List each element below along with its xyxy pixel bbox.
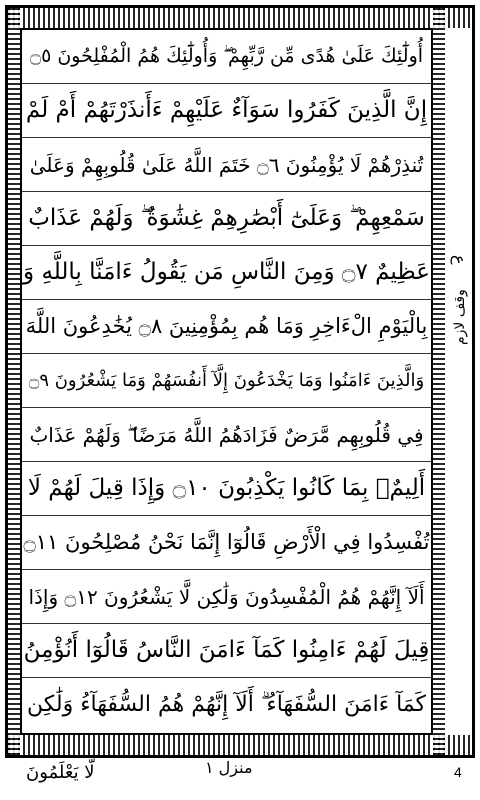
verse-line: تُفْسِدُوا فِي الْأَرْضِ قَالُوٓا إِنَّمَا نَحْنُ مُصْلِحُونَ ۝١١ <box>22 516 431 570</box>
ornamental-border-bottom <box>8 735 472 755</box>
page-number: 4 <box>454 764 462 780</box>
verse-line: قِيلَ لَهُمْ ءَامِنُوا كَمَآ ءَامَنَ النَّاسُ قَالُوٓا أَنُؤْمِنُ <box>22 624 431 678</box>
ornamental-border-top <box>8 8 472 28</box>
verse-line: عَظِيمٌ ۝٧ وَمِنَ النَّاسِ مَن يَقُولُ ءَامَنَّا بِاللَّهِ وَ <box>22 246 431 300</box>
verse-line: وَالَّذِينَ ءَامَنُوا وَمَا يَخْدَعُونَ إِلَّآ أَنفُسَهُمْ وَمَا يَشْعُرُونَ ۝٩ <box>22 354 431 408</box>
ornamental-border-left <box>8 8 20 755</box>
verse-line: فِي قُلُوبِهِم مَّرَضٌ فَزَادَهُمُ اللَّهُ مَرَضًا ۖ وَلَهُمْ عَذَابٌ <box>22 408 431 462</box>
verse-line: تُنذِرْهُمْ لَا يُؤْمِنُونَ ۝٦ خَتَمَ اللَّهُ عَلَىٰ قُلُوبِهِمْ وَعَلَىٰ <box>22 138 431 192</box>
verse-line: أُولَٰٓئِكَ عَلَىٰ هُدًى مِّن رَّبِّهِمْ ۖ وَأُولَٰٓئِكَ هُمُ الْمُفْلِحُونَ ۝٥ <box>22 30 431 84</box>
verse-line: إِنَّ الَّذِينَ كَفَرُوا سَوَآءٌ عَلَيْهِمْ ءَأَنذَرْتَهُمْ أَمْ لَمْ <box>22 84 431 138</box>
footer-manzil: منزل ١ <box>205 758 253 777</box>
verse-line: كَمَآ ءَامَنَ السُّفَهَآءُ ۗ أَلَآ إِنَّهُمْ هُمُ السُّفَهَآءُ وَلَٰكِن <box>27 692 426 717</box>
verse-line: سَمْعِهِمْ ۖ وَعَلَىٰٓ أَبْصَٰرِهِمْ غِشَٰوَةٌ ۖ وَلَهُمْ عَذَابٌ <box>22 192 431 246</box>
footer-catchword: لَّا يَعْلَمُونَ <box>26 762 95 783</box>
verse-line: أَلِيمٌۢ بِمَا كَانُوا يَكْذِبُونَ ۝١٠ وَإِذَا قِيلَ لَهُمْ لَا <box>22 462 431 516</box>
ruku-marker: ع <box>450 255 470 265</box>
verse-line: بِالْيَوْمِ الْءَاخِرِ وَمَا هُم بِمُؤْمِنِينَ ۝٨ يُخَٰدِعُونَ اللَّهَ <box>22 300 431 354</box>
verse-text-frame <box>20 28 433 735</box>
waqf-lazim-marker: وقف لازم <box>452 289 468 345</box>
ornamental-border-right <box>433 8 445 755</box>
verse-line: أَلَآ إِنَّهُمْ هُمُ الْمُفْسِدُونَ وَلَٰكِن لَّا يَشْعُرُونَ ۝١٢ وَإِذَا <box>22 570 431 624</box>
